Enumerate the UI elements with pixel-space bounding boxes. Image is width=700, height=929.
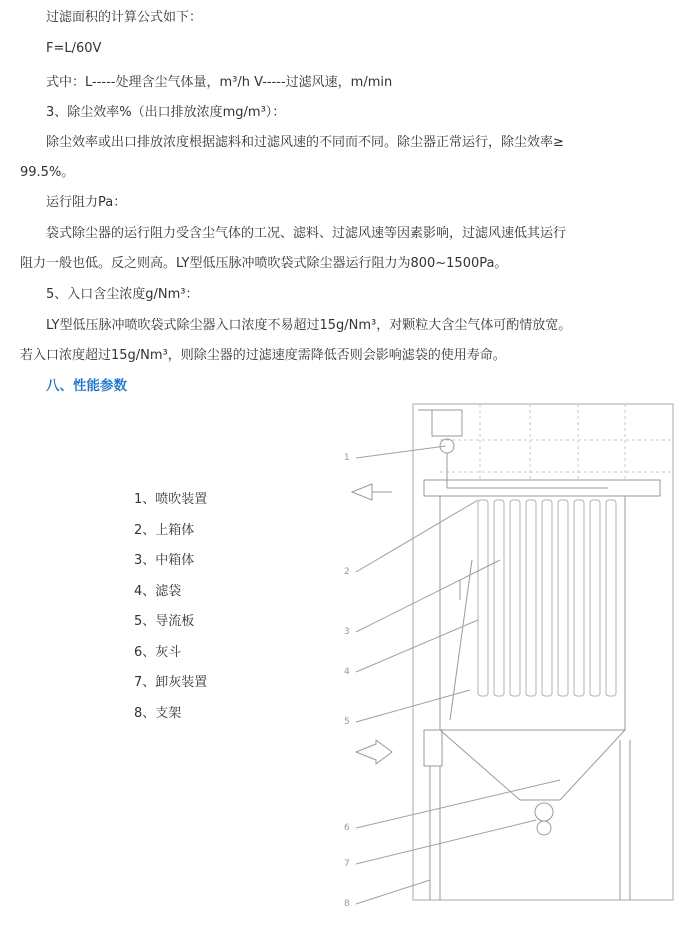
- paragraph-line: 袋式除尘器的运行阻力受含尘气体的工况、滤料、过滤风速等因素影响，过滤风速低其运行: [46, 226, 567, 241]
- paragraph-line: 除尘效率或出口排放浓度根据滤料和过滤风速的不同而不同。除尘器正常运行，除尘效率≥: [46, 135, 564, 150]
- legend-item: 1、喷吹装置: [134, 492, 208, 507]
- subheading-line: 3、除尘效率%（出口排放浓度mg/m³）：: [46, 105, 286, 120]
- support-frame: [430, 740, 630, 900]
- legend-item: 6、灰斗: [134, 644, 182, 660]
- paragraph-line: 99.5%。: [20, 165, 75, 180]
- legend-item: 3、中箱体: [134, 553, 195, 568]
- paragraph-line: 过滤面积的计算公式如下：: [46, 10, 203, 25]
- diagram-label: 4: [344, 667, 350, 677]
- paragraph-line: LY型低压脉冲喷吹袋式除尘器入口浓度不易超过15g/Nm³，对颗粒大含尘气体可酌情放宽。: [46, 318, 572, 333]
- diagram-label: 1: [344, 453, 350, 463]
- legend-item: 4、滤袋: [134, 583, 182, 599]
- leader-lines: [356, 446, 560, 904]
- guide-plate: [450, 560, 472, 720]
- ash-discharge-device: [535, 803, 553, 835]
- ash-hopper: [440, 730, 625, 800]
- diagram-label: 5: [344, 717, 350, 727]
- filter-bags: [478, 500, 616, 696]
- paragraph-line: 式中：L-----处理含尘气体量，m³/h V-----过滤风速，m/min: [46, 75, 393, 90]
- pulse-jet-device: [418, 410, 608, 488]
- inlet-arrow: [356, 740, 392, 764]
- diagram-label: 6: [344, 823, 350, 833]
- legend-item: 2、上箱体: [134, 522, 195, 538]
- paragraph-line: 阻力一般也低。反之则高。LY型低压脉冲喷吹袋式除尘器运行阻力为800~1500Pa。: [20, 256, 508, 271]
- top-grid: [440, 404, 673, 480]
- inlet-duct: [424, 730, 442, 766]
- legend-item: 8、支架: [134, 705, 182, 721]
- diagram-label: 2: [344, 567, 350, 577]
- subheading-line: 运行阻力Pa：: [46, 195, 127, 210]
- section-heading: 八、性能参数: [46, 378, 127, 394]
- paragraph-line: 若入口浓度超过15g/Nm³，则除尘器的过滤速度需降低否则会影响滤袋的使用寿命。: [20, 348, 506, 363]
- legend-item: 5、导流板: [134, 614, 195, 629]
- diagram-label: 7: [344, 859, 350, 869]
- diagram-label: 3: [344, 627, 350, 637]
- subheading-line: 5、入口含尘浓度g/Nm³：: [46, 287, 199, 302]
- formula-line: F=L/60V: [46, 41, 102, 56]
- legend-item: 7、卸灰装置: [134, 675, 208, 690]
- diagram-label: 8: [344, 899, 350, 909]
- diagram-labels: [344, 453, 350, 909]
- diagram-frame: [413, 404, 673, 900]
- outlet-arrow: [352, 484, 372, 500]
